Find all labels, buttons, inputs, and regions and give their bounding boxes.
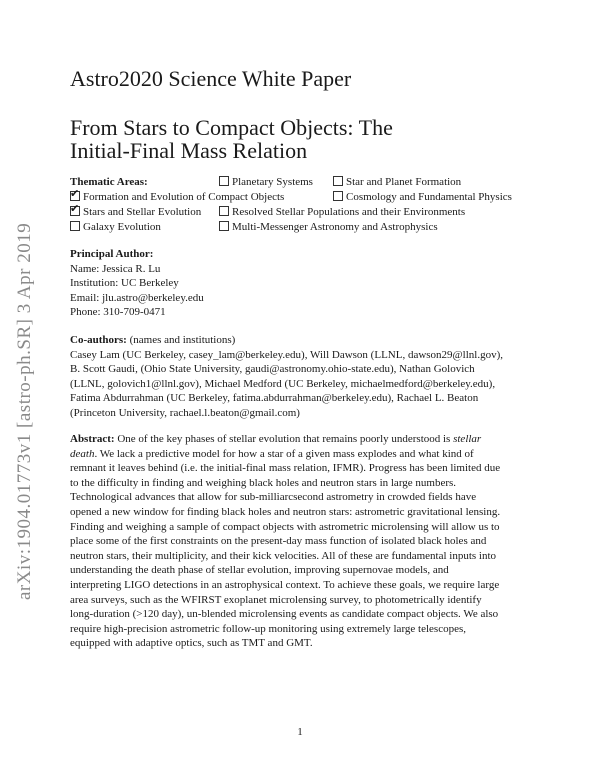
- thematic-areas-label: Thematic Areas:: [70, 176, 148, 188]
- thematic-item: Star and Planet Formation: [333, 175, 461, 190]
- thematic-item: Resolved Stellar Populations and their Environments: [219, 205, 465, 220]
- abstract-line: death. We lack a predictive model for how a star of a given mass explodes and what kind of: [70, 447, 474, 460]
- abstract-line: understanding the death phase of stellar evolution, improving supernovae models, and: [70, 564, 449, 577]
- abstract-line: to the difficulty in finding and weighing black holes and neutron stars in large numbers.: [70, 476, 457, 489]
- coauthors-block: [70, 333, 540, 421]
- checkbox-icon: [333, 176, 343, 186]
- abstract-line: area surveys, such as the WFIRST exoplanet microlensing survey, to photometrically identify: [70, 593, 482, 606]
- abstract-line: interpreting LIGO detections in an astrophysical context. To achieve these goals, we require large: [70, 578, 500, 591]
- coauthor-line: (LLNL, golovich1@llnl.gov), Michael Medford (UC Berkeley, michaelmedford@berkeley.edu),: [70, 377, 496, 390]
- checkbox-icon: [219, 206, 229, 216]
- paper-title: [70, 116, 540, 162]
- abstract-line: remnant it leaves behind (i.e. the initial-final mass relation, IFMR). Progress has been limited due: [70, 462, 501, 475]
- checked-checkbox-icon: [70, 206, 80, 216]
- coauthors-heading: Co-authors:: [70, 334, 127, 346]
- coauthor-line: Casey Lam (UC Berkeley, casey_lam@berkeley.edu), Will Dawson (LLNL, dawson29@llnl.gov),: [70, 348, 504, 361]
- abstract-line: Finding and weighing a sample of compact objects with astrometric microlensing will allow us to: [70, 520, 500, 533]
- coauthors-note: (names and institutions): [126, 334, 236, 346]
- title-line-1: From Stars to Compact Objects: The: [70, 115, 393, 140]
- checkbox-icon: [333, 191, 343, 201]
- checkbox-icon: [70, 221, 80, 231]
- abstract-line: place some of the first constraints on the present-day mass function of isolated black holes and: [70, 535, 487, 548]
- thematic-item: Cosmology and Fundamental Physics: [333, 190, 512, 205]
- arxiv-identifier: arXiv:1904.01773v1 [astro-ph.SR] 3 Apr 2019: [14, 222, 35, 600]
- abstract-line: require high-precision astrometric follow-up monitoring using extremely large telescopes,: [70, 622, 466, 635]
- abstract-line: opened a new window for finding black holes and neutron stars: astrometric gravitational lensing.: [70, 505, 501, 518]
- checkbox-icon: [219, 221, 229, 231]
- thematic-item: Multi-Messenger Astronomy and Astrophysics: [219, 220, 438, 235]
- abstract-line: equipped with adaptive optics, such as TMT and GMT.: [70, 637, 313, 650]
- author-phone: Phone: 310-709-0471: [70, 306, 166, 319]
- thematic-item: ✔Stars and Stellar Evolution: [70, 205, 201, 220]
- author-email: Email: jlu.astro@berkeley.edu: [70, 291, 204, 304]
- coauthors-heading-line: [70, 333, 540, 348]
- thematic-item: Planetary Systems: [219, 175, 313, 190]
- thematic-item: ✔Formation and Evolution of Compact Objects: [70, 190, 284, 205]
- checkbox-icon: [219, 176, 229, 186]
- author-name: Name: Jessica R. Lu: [70, 262, 161, 275]
- abstract-block: [70, 432, 540, 651]
- coauthor-line: B. Scott Gaudi, (Ohio State University, gaudi@astronomy.ohio-state.edu), Nathan Golovich: [70, 363, 475, 376]
- coauthor-line: (Princeton University, rachael.l.beaton@gmail.com): [70, 406, 300, 419]
- principal-author-heading: Principal Author:: [70, 248, 154, 260]
- abstract-line: Technological advances that allow for sub-milliarcsecond astrometry in crowded fields have: [70, 491, 477, 504]
- thematic-item: Galaxy Evolution: [70, 220, 161, 235]
- author-institution: Institution: UC Berkeley: [70, 277, 179, 290]
- title-line-2: Initial-Final Mass Relation: [70, 138, 308, 163]
- abstract-line: Abstract: One of the key phases of stellar evolution that remains poorly understood is stellar: [70, 433, 482, 445]
- abstract-line: neutron stars, their multiplicity, and their kick velocities. All of these are fundamental inputs into: [70, 549, 497, 562]
- principal-author-block: [70, 247, 540, 320]
- abstract-heading: Abstract:: [70, 433, 115, 445]
- series-heading: Astro2020 Science White Paper: [70, 66, 352, 91]
- page-number: 1: [297, 726, 303, 738]
- checked-checkbox-icon: [70, 191, 80, 201]
- coauthor-line: Fatima Abdurrahman (UC Berkeley, fatima.abdurrahman@berkeley.edu), Rachael L. Beaton: [70, 392, 479, 405]
- abstract-line: long-duration (>120 day), un-blended microlensing events as candidate compact objects. We also: [70, 608, 499, 621]
- thematic-areas: [70, 175, 570, 235]
